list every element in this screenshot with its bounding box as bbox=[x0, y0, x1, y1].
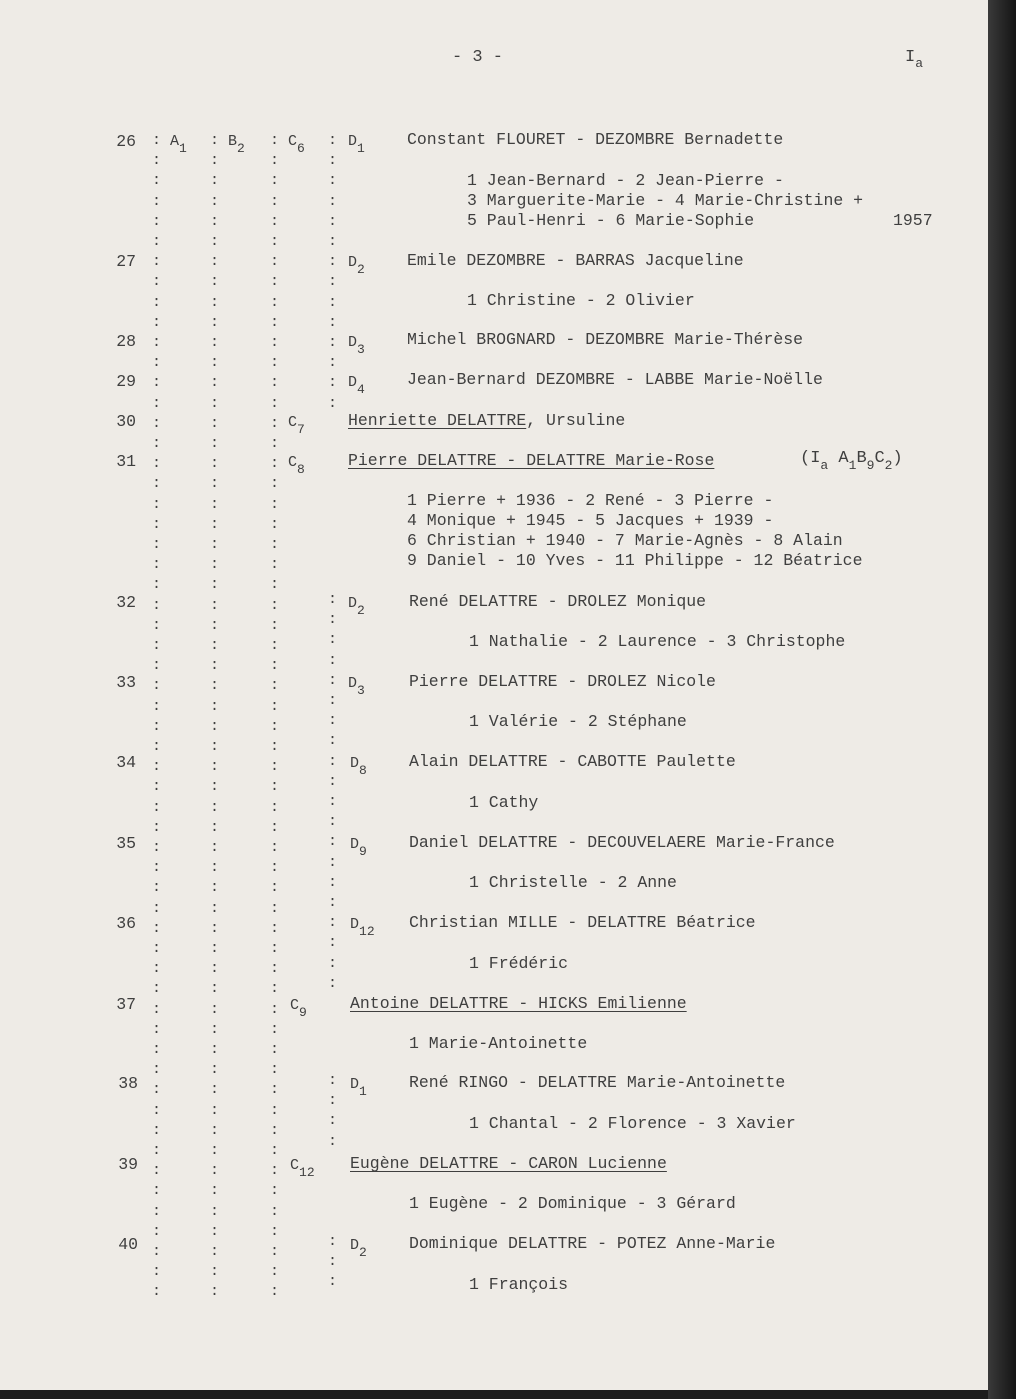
separator-colon: : bbox=[210, 718, 220, 735]
separator-colon: : bbox=[328, 395, 338, 412]
separator-colon: : bbox=[210, 314, 220, 331]
separator-colon: : bbox=[270, 879, 280, 896]
separator-colon: : bbox=[270, 354, 280, 371]
separator-colon: : bbox=[328, 854, 338, 871]
entry-number: 34 bbox=[116, 753, 136, 772]
separator-colon: : bbox=[210, 1162, 220, 1179]
separator-colon: : bbox=[152, 1061, 162, 1078]
entry-number: 28 bbox=[116, 332, 136, 351]
separator-colon: : bbox=[328, 253, 338, 270]
scanner-edge bbox=[988, 0, 1016, 1399]
separator-colon: : bbox=[270, 718, 280, 735]
separator-colon: : bbox=[210, 172, 220, 189]
separator-colon: : bbox=[210, 233, 220, 250]
couple-name: Alain DELATTRE - CABOTTE Paulette bbox=[409, 752, 736, 771]
separator-colon: : bbox=[210, 657, 220, 674]
couple-name: Christian MILLE - DELATTRE Béatrice bbox=[409, 913, 756, 932]
separator-colon: : bbox=[270, 1102, 280, 1119]
separator-colon: : bbox=[328, 753, 338, 770]
level-c-label: $C_9$ bbox=[290, 997, 307, 1020]
separator-colon: : bbox=[270, 657, 280, 674]
level-d-label: $D_2$ bbox=[350, 1237, 367, 1260]
separator-colon: : bbox=[210, 132, 220, 149]
separator-colon: : bbox=[152, 637, 162, 654]
entry-number: 35 bbox=[116, 834, 136, 853]
separator-colon: : bbox=[328, 611, 338, 628]
separator-colon: : bbox=[270, 1041, 280, 1058]
children-line: 1 Chantal - 2 Florence - 3 Xavier bbox=[469, 1114, 796, 1133]
separator-colon: : bbox=[328, 732, 338, 749]
separator-colon: : bbox=[270, 334, 280, 351]
separator-colon: : bbox=[152, 536, 162, 553]
separator-colon: : bbox=[328, 354, 338, 371]
separator-colon: : bbox=[210, 253, 220, 270]
separator-colon: : bbox=[270, 1001, 280, 1018]
separator-colon: : bbox=[328, 975, 338, 992]
separator-colon: : bbox=[152, 334, 162, 351]
separator-colon: : bbox=[152, 273, 162, 290]
separator-colon: : bbox=[270, 1263, 280, 1280]
entry-number: 30 bbox=[116, 412, 136, 431]
children-line: 1 Christine - 2 Olivier bbox=[467, 291, 695, 310]
separator-colon: : bbox=[210, 213, 220, 230]
section-marker: $I_a$ bbox=[905, 48, 924, 71]
separator-colon: : bbox=[152, 1182, 162, 1199]
separator-colon: : bbox=[210, 496, 220, 513]
separator-colon: : bbox=[270, 1081, 280, 1098]
separator-colon: : bbox=[152, 1021, 162, 1038]
level-d-label: $D_8$ bbox=[350, 755, 367, 778]
level-d-label: $D_2$ bbox=[348, 254, 365, 277]
children-line: 1 Cathy bbox=[469, 793, 539, 812]
children-line: 6 Christian + 1940 - 7 Marie-Agnès - 8 Alain bbox=[407, 531, 843, 550]
year-note: 1957 bbox=[893, 211, 933, 230]
separator-colon: : bbox=[270, 738, 280, 755]
children-line: 1 Eugène - 2 Dominique - 3 Gérard bbox=[409, 1194, 736, 1213]
separator-colon: : bbox=[152, 314, 162, 331]
level-d-label: $D_1$ bbox=[350, 1076, 367, 1099]
separator-colon: : bbox=[270, 698, 280, 715]
separator-colon: : bbox=[210, 758, 220, 775]
separator-colon: : bbox=[270, 536, 280, 553]
separator-colon: : bbox=[328, 833, 338, 850]
separator-colon: : bbox=[210, 1081, 220, 1098]
separator-colon: : bbox=[210, 900, 220, 917]
separator-colon: : bbox=[328, 652, 338, 669]
separator-colon: : bbox=[328, 793, 338, 810]
separator-colon: : bbox=[210, 435, 220, 452]
separator-colon: : bbox=[152, 576, 162, 593]
entry-number: 40 bbox=[118, 1235, 138, 1254]
level-d-label: $D_9$ bbox=[350, 836, 367, 859]
level-d-label: $D_4$ bbox=[348, 374, 365, 397]
children-line: 1 Nathalie - 2 Laurence - 3 Christophe bbox=[469, 632, 846, 651]
separator-colon: : bbox=[152, 799, 162, 816]
separator-colon: : bbox=[270, 516, 280, 533]
separator-colon: : bbox=[328, 1092, 338, 1109]
entry-number: 32 bbox=[116, 593, 136, 612]
separator-colon: : bbox=[328, 934, 338, 951]
separator-colon: : bbox=[270, 475, 280, 492]
separator-colon: : bbox=[210, 1061, 220, 1078]
separator-colon: : bbox=[152, 172, 162, 189]
separator-colon: : bbox=[210, 1142, 220, 1159]
entry-number: 27 bbox=[116, 252, 136, 271]
separator-colon: : bbox=[152, 516, 162, 533]
separator-colon: : bbox=[152, 374, 162, 391]
level-d-label: $D_3$ bbox=[348, 675, 365, 698]
separator-colon: : bbox=[210, 193, 220, 210]
separator-colon: : bbox=[270, 778, 280, 795]
level-d-label: $D_3$ bbox=[348, 334, 365, 357]
level-d-label: $D_2$ bbox=[348, 595, 365, 618]
separator-colon: : bbox=[210, 516, 220, 533]
separator-colon: : bbox=[328, 213, 338, 230]
separator-colon: : bbox=[270, 758, 280, 775]
separator-colon: : bbox=[152, 900, 162, 917]
separator-colon: : bbox=[152, 1102, 162, 1119]
separator-colon: : bbox=[210, 778, 220, 795]
level-a-label: $A_1$ bbox=[170, 133, 187, 156]
entry-number: 33 bbox=[116, 673, 136, 692]
separator-colon: : bbox=[328, 692, 338, 709]
separator-colon: : bbox=[210, 1263, 220, 1280]
separator-colon: : bbox=[328, 672, 338, 689]
separator-colon: : bbox=[270, 819, 280, 836]
separator-colon: : bbox=[210, 475, 220, 492]
separator-colon: : bbox=[328, 233, 338, 250]
separator-colon: : bbox=[328, 314, 338, 331]
separator-colon: : bbox=[328, 172, 338, 189]
separator-colon: : bbox=[210, 597, 220, 614]
couple-name: Dominique DELATTRE - POTEZ Anne-Marie bbox=[409, 1234, 776, 1253]
couple-name: Jean-Bernard DEZOMBRE - LABBE Marie-Noëlle bbox=[407, 370, 823, 389]
separator-colon: : bbox=[152, 940, 162, 957]
separator-colon: : bbox=[210, 1182, 220, 1199]
separator-colon: : bbox=[270, 132, 280, 149]
separator-colon: : bbox=[152, 1243, 162, 1260]
separator-colon: : bbox=[210, 455, 220, 472]
separator-colon: : bbox=[152, 1203, 162, 1220]
separator-colon: : bbox=[210, 920, 220, 937]
separator-colon: : bbox=[328, 894, 338, 911]
separator-colon: : bbox=[270, 677, 280, 694]
separator-colon: : bbox=[328, 773, 338, 790]
separator-colon: : bbox=[270, 900, 280, 917]
separator-colon: : bbox=[270, 455, 280, 472]
separator-colon: : bbox=[270, 637, 280, 654]
separator-colon: : bbox=[152, 132, 162, 149]
children-line: 1 Valérie - 2 Stéphane bbox=[469, 712, 687, 731]
separator-colon: : bbox=[270, 213, 280, 230]
separator-colon: : bbox=[270, 253, 280, 270]
separator-colon: : bbox=[152, 435, 162, 452]
separator-colon: : bbox=[152, 253, 162, 270]
separator-colon: : bbox=[152, 1142, 162, 1159]
separator-colon: : bbox=[270, 273, 280, 290]
separator-colon: : bbox=[328, 294, 338, 311]
separator-colon: : bbox=[270, 415, 280, 432]
separator-colon: : bbox=[210, 738, 220, 755]
separator-colon: : bbox=[270, 193, 280, 210]
couple-name: Antoine DELATTRE - HICKS Emilienne bbox=[350, 994, 687, 1013]
separator-colon: : bbox=[210, 799, 220, 816]
separator-colon: : bbox=[270, 314, 280, 331]
separator-colon: : bbox=[328, 591, 338, 608]
separator-colon: : bbox=[210, 354, 220, 371]
separator-colon: : bbox=[328, 1112, 338, 1129]
children-line: 1 François bbox=[469, 1275, 569, 1294]
separator-colon: : bbox=[270, 597, 280, 614]
separator-colon: : bbox=[210, 152, 220, 169]
separator-colon: : bbox=[152, 1223, 162, 1240]
separator-colon: : bbox=[270, 1283, 280, 1300]
couple-name: Constant FLOURET - DEZOMBRE Bernadette bbox=[407, 130, 784, 149]
entry-number: 39 bbox=[118, 1155, 138, 1174]
separator-colon: : bbox=[152, 920, 162, 937]
separator-colon: : bbox=[270, 1021, 280, 1038]
separator-colon: : bbox=[328, 874, 338, 891]
separator-colon: : bbox=[152, 1162, 162, 1179]
separator-colon: : bbox=[328, 1273, 338, 1290]
separator-colon: : bbox=[270, 859, 280, 876]
separator-colon: : bbox=[270, 1061, 280, 1078]
children-line: 1 Jean-Bernard - 2 Jean-Pierre - bbox=[467, 171, 784, 190]
separator-colon: : bbox=[270, 395, 280, 412]
separator-colon: : bbox=[328, 813, 338, 830]
level-c-label: $C_8$ bbox=[288, 454, 305, 477]
separator-colon: : bbox=[152, 1122, 162, 1139]
separator-colon: : bbox=[210, 374, 220, 391]
entry-number: 38 bbox=[118, 1074, 138, 1093]
separator-colon: : bbox=[210, 536, 220, 553]
separator-colon: : bbox=[270, 1203, 280, 1220]
separator-colon: : bbox=[328, 132, 338, 149]
separator-colon: : bbox=[152, 839, 162, 856]
separator-colon: : bbox=[210, 940, 220, 957]
children-line: 4 Monique + 1945 - 5 Jacques + 1939 - bbox=[407, 511, 774, 530]
page-number: - 3 - bbox=[452, 48, 504, 67]
separator-colon: : bbox=[328, 273, 338, 290]
separator-colon: : bbox=[270, 960, 280, 977]
couple-name: Daniel DELATTRE - DECOUVELAERE Marie-France bbox=[409, 833, 835, 852]
separator-colon: : bbox=[328, 374, 338, 391]
separator-colon: : bbox=[270, 435, 280, 452]
couple-name: Michel BROGNARD - DEZOMBRE Marie-Thérèse bbox=[407, 330, 804, 349]
separator-colon: : bbox=[152, 677, 162, 694]
children-line: 9 Daniel - 10 Yves - 11 Philippe - 12 Béatrice bbox=[407, 551, 863, 570]
separator-colon: : bbox=[152, 617, 162, 634]
separator-colon: : bbox=[210, 1001, 220, 1018]
separator-colon: : bbox=[210, 334, 220, 351]
separator-colon: : bbox=[270, 617, 280, 634]
separator-colon: : bbox=[270, 940, 280, 957]
separator-colon: : bbox=[270, 233, 280, 250]
separator-colon: : bbox=[152, 819, 162, 836]
separator-colon: : bbox=[210, 556, 220, 573]
couple-name: Henriette DELATTRE, Ursuline bbox=[348, 411, 626, 430]
separator-colon: : bbox=[270, 152, 280, 169]
separator-colon: : bbox=[270, 1142, 280, 1159]
level-c-label: $C_6$ bbox=[288, 133, 305, 156]
separator-colon: : bbox=[210, 617, 220, 634]
level-c-label: $C_7$ bbox=[288, 414, 305, 437]
separator-colon: : bbox=[210, 1203, 220, 1220]
separator-colon: : bbox=[328, 631, 338, 648]
separator-colon: : bbox=[328, 152, 338, 169]
separator-colon: : bbox=[152, 597, 162, 614]
separator-colon: : bbox=[152, 718, 162, 735]
separator-colon: : bbox=[270, 1182, 280, 1199]
children-line: 5 Paul-Henri - 6 Marie-Sophie bbox=[467, 211, 755, 230]
separator-colon: : bbox=[152, 1001, 162, 1018]
separator-colon: : bbox=[270, 172, 280, 189]
separator-colon: : bbox=[210, 576, 220, 593]
separator-colon: : bbox=[152, 354, 162, 371]
level-c-label: $C_{12}$ bbox=[290, 1157, 315, 1180]
children-line: 1 Frédéric bbox=[469, 954, 569, 973]
entry-number: 37 bbox=[116, 995, 136, 1014]
separator-colon: : bbox=[152, 778, 162, 795]
separator-colon: : bbox=[270, 980, 280, 997]
separator-colon: : bbox=[152, 455, 162, 472]
separator-colon: : bbox=[152, 879, 162, 896]
separator-colon: : bbox=[152, 193, 162, 210]
separator-colon: : bbox=[270, 1162, 280, 1179]
separator-colon: : bbox=[152, 758, 162, 775]
separator-colon: : bbox=[328, 193, 338, 210]
separator-colon: : bbox=[210, 980, 220, 997]
separator-colon: : bbox=[152, 294, 162, 311]
separator-colon: : bbox=[270, 496, 280, 513]
level-b-label: $B_2$ bbox=[228, 133, 245, 156]
cross-reference: ($I_a$ $A_1B_9C_2$) bbox=[800, 449, 903, 473]
couple-name: Eugène DELATTRE - CARON Lucienne bbox=[350, 1154, 667, 1173]
couple-name: Pierre DELATTRE - DROLEZ Nicole bbox=[409, 672, 716, 691]
children-line: 1 Christelle - 2 Anne bbox=[469, 873, 677, 892]
separator-colon: : bbox=[152, 415, 162, 432]
children-line: 3 Marguerite-Marie - 4 Marie-Christine + bbox=[467, 191, 864, 210]
separator-colon: : bbox=[152, 859, 162, 876]
separator-colon: : bbox=[210, 637, 220, 654]
separator-colon: : bbox=[328, 1233, 338, 1250]
separator-colon: : bbox=[270, 1122, 280, 1139]
children-line: 1 Pierre + 1936 - 2 René - 3 Pierre - bbox=[407, 491, 774, 510]
entry-number: 26 bbox=[116, 132, 136, 151]
couple-name: René DELATTRE - DROLEZ Monique bbox=[409, 592, 707, 611]
separator-colon: : bbox=[210, 1021, 220, 1038]
separator-colon: : bbox=[152, 475, 162, 492]
separator-colon: : bbox=[270, 374, 280, 391]
entry-number: 29 bbox=[116, 372, 136, 391]
separator-colon: : bbox=[152, 1081, 162, 1098]
separator-colon: : bbox=[270, 839, 280, 856]
separator-colon: : bbox=[328, 1072, 338, 1089]
couple-name: Emile DEZOMBRE - BARRAS Jacqueline bbox=[407, 251, 744, 270]
separator-colon: : bbox=[210, 879, 220, 896]
separator-colon: : bbox=[210, 698, 220, 715]
entry-number: 36 bbox=[116, 914, 136, 933]
separator-colon: : bbox=[210, 819, 220, 836]
separator-colon: : bbox=[152, 960, 162, 977]
separator-colon: : bbox=[152, 1283, 162, 1300]
separator-colon: : bbox=[210, 1041, 220, 1058]
separator-colon: : bbox=[210, 1122, 220, 1139]
separator-colon: : bbox=[270, 1223, 280, 1240]
separator-colon: : bbox=[210, 273, 220, 290]
separator-colon: : bbox=[152, 980, 162, 997]
separator-colon: : bbox=[152, 152, 162, 169]
separator-colon: : bbox=[328, 1133, 338, 1150]
couple-name: René RINGO - DELATTRE Marie-Antoinette bbox=[409, 1073, 786, 1092]
separator-colon: : bbox=[152, 233, 162, 250]
level-d-label: $D_{12}$ bbox=[350, 916, 375, 939]
separator-colon: : bbox=[210, 294, 220, 311]
separator-colon: : bbox=[152, 395, 162, 412]
separator-colon: : bbox=[270, 920, 280, 937]
separator-colon: : bbox=[210, 677, 220, 694]
separator-colon: : bbox=[328, 1253, 338, 1270]
separator-colon: : bbox=[270, 556, 280, 573]
children-line: 1 Marie-Antoinette bbox=[409, 1034, 588, 1053]
separator-colon: : bbox=[210, 415, 220, 432]
separator-colon: : bbox=[152, 698, 162, 715]
separator-colon: : bbox=[152, 657, 162, 674]
couple-name: Pierre DELATTRE - DELATTRE Marie-Rose bbox=[348, 451, 715, 470]
separator-colon: : bbox=[152, 213, 162, 230]
level-d-label: $D_1$ bbox=[348, 133, 365, 156]
separator-colon: : bbox=[210, 960, 220, 977]
separator-colon: : bbox=[210, 1243, 220, 1260]
separator-colon: : bbox=[328, 334, 338, 351]
separator-colon: : bbox=[328, 712, 338, 729]
separator-colon: : bbox=[210, 839, 220, 856]
separator-colon: : bbox=[152, 1263, 162, 1280]
separator-colon: : bbox=[152, 738, 162, 755]
separator-colon: : bbox=[152, 496, 162, 513]
separator-colon: : bbox=[328, 914, 338, 931]
separator-colon: : bbox=[270, 1243, 280, 1260]
separator-colon: : bbox=[210, 859, 220, 876]
separator-colon: : bbox=[152, 556, 162, 573]
separator-colon: : bbox=[270, 294, 280, 311]
separator-colon: : bbox=[152, 1041, 162, 1058]
separator-colon: : bbox=[210, 1223, 220, 1240]
separator-colon: : bbox=[270, 799, 280, 816]
separator-colon: : bbox=[328, 955, 338, 972]
separator-colon: : bbox=[270, 576, 280, 593]
separator-colon: : bbox=[210, 1102, 220, 1119]
separator-colon: : bbox=[210, 395, 220, 412]
entry-number: 31 bbox=[116, 452, 136, 471]
separator-colon: : bbox=[210, 1283, 220, 1300]
